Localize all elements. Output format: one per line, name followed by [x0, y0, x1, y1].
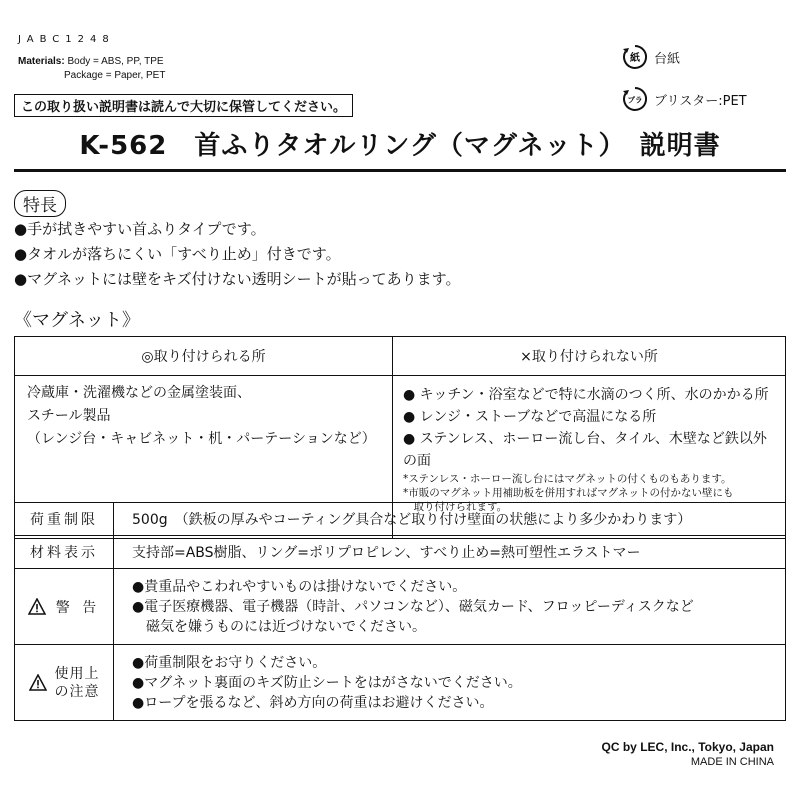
cannot-attach-note: *市販のマグネット用補助板を併用すればマグネットの付かない壁にも [403, 487, 734, 499]
cannot-attach-note: 取り付けられます。 [403, 501, 508, 513]
plastic-recycle-icon [622, 86, 648, 112]
spec-table [14, 502, 786, 721]
can-attach-line: （レンジ台・キャビネット・机・パーテーションなど） [27, 431, 376, 447]
caution-label-line: 使用上 [54, 665, 100, 682]
caution-item: ●ロープを張るなど、斜め方向の荷重はお避けください。 [132, 694, 494, 711]
paper-label: 台紙 [654, 51, 681, 67]
material-label: 材料表示 [15, 536, 114, 569]
materials-body: Body = ABS, PP, TPE [67, 56, 164, 67]
country-of-origin: MADE IN CHINA [690, 756, 774, 768]
recycle-plastic [622, 86, 747, 112]
materials-label: Materials: [18, 56, 65, 67]
magnet-heading: 《マグネット》 [14, 310, 140, 331]
cannot-attach-header: ×取り付けられない所 [393, 337, 786, 376]
qc-credit: QC by LEC, Inc., Tokyo, Japan [601, 740, 774, 754]
can-attach-line: スチール製品 [27, 408, 111, 424]
cannot-attach-item: ● レンジ・ストーブなどで高温になる所 [403, 409, 657, 425]
warning-label: 警 告 [55, 599, 101, 616]
feature-item: ●タオルが落ちにくい「すべり止め」付きです。 [14, 245, 341, 263]
title-divider [14, 169, 786, 172]
warning-item: ●電子医療機器、電子機器（時計、パソコンなど）、磁気カード、フロッピーディスクなど [132, 598, 694, 615]
caution-list [114, 645, 786, 721]
caution-triangle-icon [29, 674, 47, 691]
feature-item: ●手が拭きやすい首ふりタイプです。 [14, 220, 266, 238]
recycle-paper [622, 44, 680, 70]
cannot-attach-note: *ステンレス・ホーロー流し台にはマグネットの付くものもあります。 [403, 473, 732, 485]
caution-label-line: の注意 [54, 683, 100, 700]
material-value: 支持部=ABS樹脂、リング=ポリプロピレン、すべり止め=熱可塑性エラストマー [114, 536, 786, 569]
warning-list [114, 569, 786, 645]
materials-info [18, 55, 165, 83]
cannot-attach-item: ● キッチン・浴室などで特に水滴のつく所、水のかかる所 [403, 387, 769, 403]
features-heading: 特長 [14, 190, 66, 217]
keep-manual-notice: この取り扱い説明書は読んで大切に保管してください。 [14, 94, 353, 117]
warning-item: ●貴重品やこわれやすいものは掛けないでください。 [132, 578, 467, 595]
load-limit-label: 荷重制限 [15, 503, 114, 536]
warning-label-cell [15, 569, 114, 645]
page-title: K-562 首ふりタオルリング（マグネット） 説明書 [79, 131, 721, 161]
paper-mark: 紙 [630, 53, 640, 64]
can-attach-header: ◎取り付けられる所 [15, 337, 393, 376]
materials-package: Package = Paper, PET [64, 70, 166, 81]
load-limit-value: 500g （鉄板の厚みやコーティング具合など取り付け壁面の状態により多少かわります） [114, 503, 786, 536]
feature-item: ●マグネットには壁をキズ付けない透明シートが貼ってあります。 [14, 270, 461, 288]
warning-item: 磁気を嫌うものには近づけないでください。 [132, 618, 426, 635]
paper-recycle-icon [622, 44, 648, 70]
caution-item: ●マグネット裏面のキズ防止シートをはがさないでください。 [132, 674, 522, 691]
plastic-label: ブリスター:PET [654, 93, 747, 109]
can-attach-line: 冷蔵庫・洗濯機などの金属塗装面、 [27, 385, 251, 401]
caution-item: ●荷重制限をお守りください。 [132, 654, 327, 671]
caution-label-cell [15, 645, 114, 721]
plastic-mark: プラ [627, 95, 643, 105]
warning-triangle-icon [28, 598, 46, 615]
product-code: JABC1248 [18, 34, 115, 45]
cannot-attach-item: ● ステンレス、ホーロー流し台、タイル、木壁など鉄以外の面 [403, 431, 767, 469]
